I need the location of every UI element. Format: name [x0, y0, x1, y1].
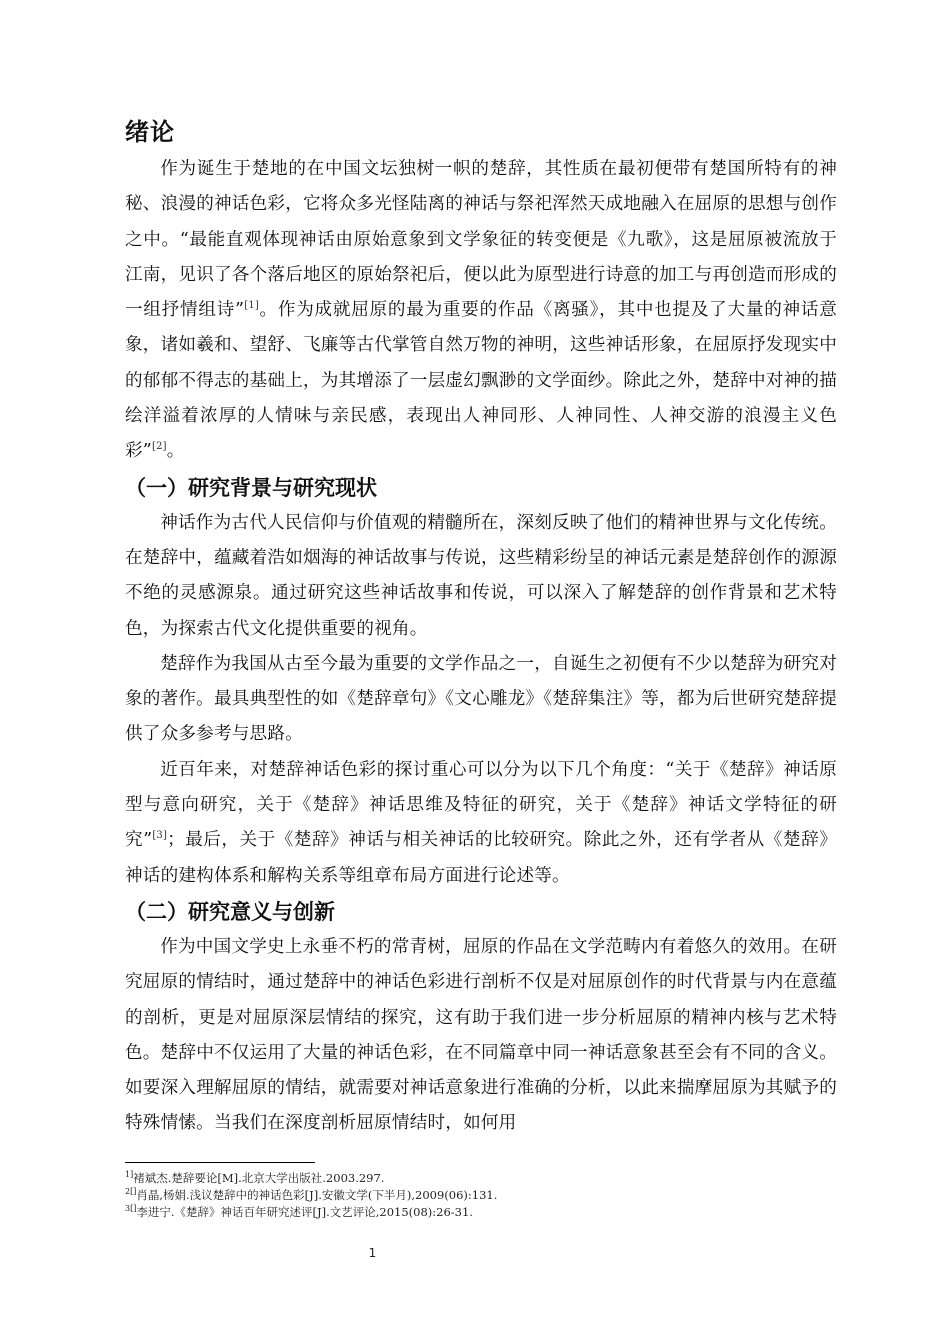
footnote-item [125, 1204, 837, 1221]
page-title: 绪论 [125, 118, 175, 146]
footnote-item [125, 1170, 837, 1187]
intro-paragraph [125, 152, 837, 470]
background-paragraph-3 [125, 753, 837, 894]
significance-paragraph-1: 作为中国文学史上永垂不朽的常青树，屈原的作品在文学范畴内有着悠久的效用。在研究屈原的情结时，通过楚辞中的神话色彩进行剖析不仅是对屈原创作的时代背景与内在意蕴的剖析，更是对屈原深层情结的探究，这有助于我们进一步分析屈原的精神内核与艺术特色。楚辞中不仅运用了大量的神话色彩，在不同篇章中同一神话意象甚至会有不同的含义。如要深入理解屈原的情结，就需要对神话意象进行准确的分析，以此来揣摩屈原为其赋予的特殊情愫。当我们在深度剖析屈原情结时，如何用 [125, 936, 837, 1134]
intro-text-c: 。 [166, 441, 185, 462]
main-content [125, 112, 837, 1142]
intro-text-a: 作为诞生于楚地的在中国文坛独树一帜的楚辞，其性质在最初便带有楚国所特有的神秘、浪漫的神话色彩，它将众多光怪陆离的神话与祭祀浑然天成地融入在屈原的思想与创作之中。“最能直观体现神话由原始意象到文学象征的转变便是《九歌》，这是屈原被流放于江南，见识了各个落后地区的原始祭祀后，便以此为原型进行诗意的加工与再创造而形成的一组抒情组诗” [125, 159, 837, 321]
footnote-item [125, 1187, 837, 1204]
footnote-mark: 2[] [125, 1187, 137, 1197]
footnote-mark: 3[] [125, 1204, 137, 1214]
background-p3-text-a: 近百年来，对楚辞神话色彩的探讨重心可以分为以下几个角度：“关于《楚辞》神话原型与意向研究，关于《楚辞》神话思维及特征的研究，关于《楚辞》神话文学特征的研究” [125, 759, 837, 851]
footnote-text: 褚斌杰.楚辞要论[M].北京大学出版社.2003.297. [133, 1171, 385, 1185]
footnote-text: 李进宁.《楚辞》神话百年研究述评[J].文艺评论,2015(08):26-31. [136, 1205, 473, 1219]
footnote-mark: 1] [125, 1170, 134, 1180]
footnote-text: 肖晶,杨娟.浅议楚辞中的神话色彩[J].安徽文学(下半月),2009(06):131. [136, 1188, 498, 1202]
footnote-divider [125, 1162, 315, 1163]
citation-1: [1] [244, 300, 259, 312]
intro-text-b: 。作为成就屈原的最为重要的作品《离骚》，其中也提及了大量的神话意象，诸如羲和、望舒、飞廉等古代掌管自然万物的神明，这些神话形象，在屈原抒发现实中的郁郁不得志的基础上，为其增添了一层虚幻飘渺的文学面纱。除此之外，楚辞中对神的描绘洋溢着浓厚的人情味与亲民感，表现出人神同形、人神同性、人神交游的浪漫主义色彩” [125, 300, 837, 462]
citation-3: [3] [152, 830, 168, 842]
citation-2: [2] [152, 441, 167, 453]
page-number: 1 [368, 1246, 377, 1260]
section-heading-background: （一）研究背景与研究现状 [125, 475, 377, 500]
background-p3-text-b: ；最后，关于《楚辞》神话与相关神话的比较研究。除此之外，还有学者从《楚辞》神话的建构体系和解构关系等组章布局方面进行论述等。 [125, 830, 837, 886]
footnotes [125, 1170, 837, 1221]
background-paragraph-2: 楚辞作为我国从古至今最为重要的文学作品之一，自诞生之初便有不少以楚辞为研究对象的著作。最具典型性的如《楚辞章句》《文心雕龙》《楚辞集注》等，都为后世研究楚辞提供了众多参考与思路。 [125, 653, 837, 745]
section-heading-significance: （二）研究意义与创新 [125, 899, 335, 924]
background-paragraph-1: 神话作为古代人民信仰与价值观的精髓所在，深刻反映了他们的精神世界与文化传统。在楚辞中，蕴藏着浩如烟海的神话故事与传说，这些精彩纷呈的神话元素是楚辞创作的源源不绝的灵感源泉。通过研究这些神话故事和传说，可以深入了解楚辞的创作背景和艺术特色，为探索古代文化提供重要的视角。 [125, 512, 837, 639]
